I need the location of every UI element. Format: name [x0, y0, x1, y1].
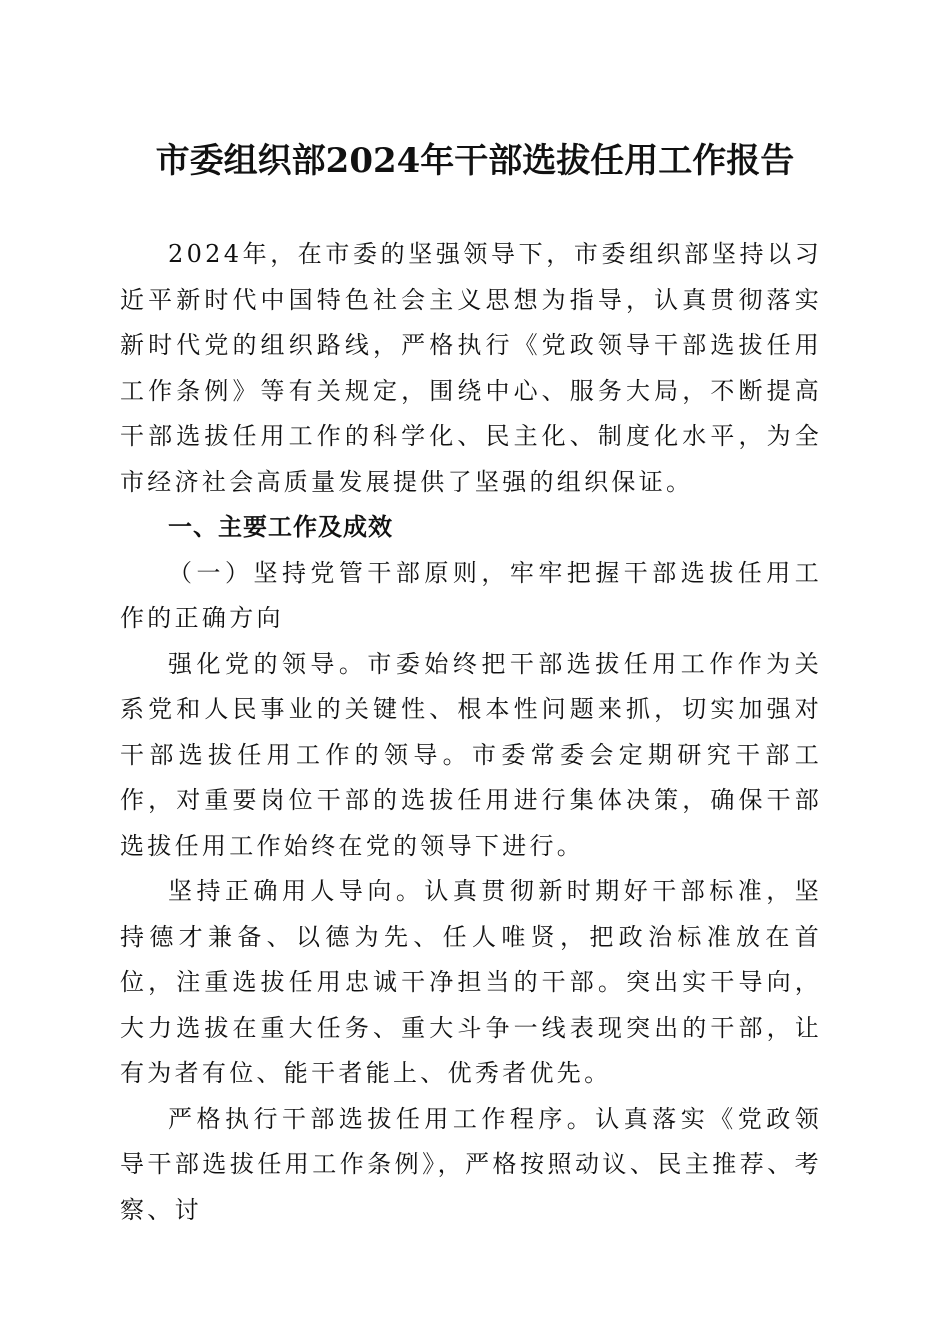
- paragraph-selection-procedure: 严格执行干部选拔任用工作程序。认真落实《党政领导干部选拔任用工作条例》，严格按照动议、民主推荐、考察、讨: [120, 1104, 822, 1224]
- document-body: [120, 232, 822, 1233]
- paragraph-party-leadership: 强化党的领导。市委始终把干部选拔任用工作作为关系党和人民事业的关键性、根本性问题来抓，切实加强对干部选拔任用工作的领导。市委常委会定期研究干部工作，对重要岗位干部的选拔任用进行集体决策，确保干部选拔任用工作始终在党的领导下进行。: [120, 649, 822, 860]
- document-title: 市委组织部2024年干部选拔任用工作报告: [155, 141, 795, 181]
- section-heading-main-work: 一、主要工作及成效: [168, 513, 393, 541]
- subsection-heading-party-principle: （一）坚持党管干部原则，牢牢把握干部选拔任用工作的正确方向: [120, 558, 822, 632]
- paragraph-correct-orientation: 坚持正确用人导向。认真贯彻新时期好干部标准，坚持德才兼备、以德为先、任人唯贤，把政治标准放在首位，注重选拔任用忠诚干净担当的干部。突出实干导向，大力选拔在重大任务、重大斗争一线表现突出的干部，让有为者有位、能干者能上、优秀者优先。: [120, 877, 822, 1087]
- intro-paragraph: 2024年，在市委的坚强领导下，市委组织部坚持以习近平新时代中国特色社会主义思想为指导，认真贯彻落实新时代党的组织路线，严格执行《党政领导干部选拔任用工作条例》等有关规定，围绕中心、服务大局，不断提高干部选拔任用工作的科学化、民主化、制度化水平，为全市经济社会高质量发展提供了坚强的组织保证。: [120, 240, 822, 496]
